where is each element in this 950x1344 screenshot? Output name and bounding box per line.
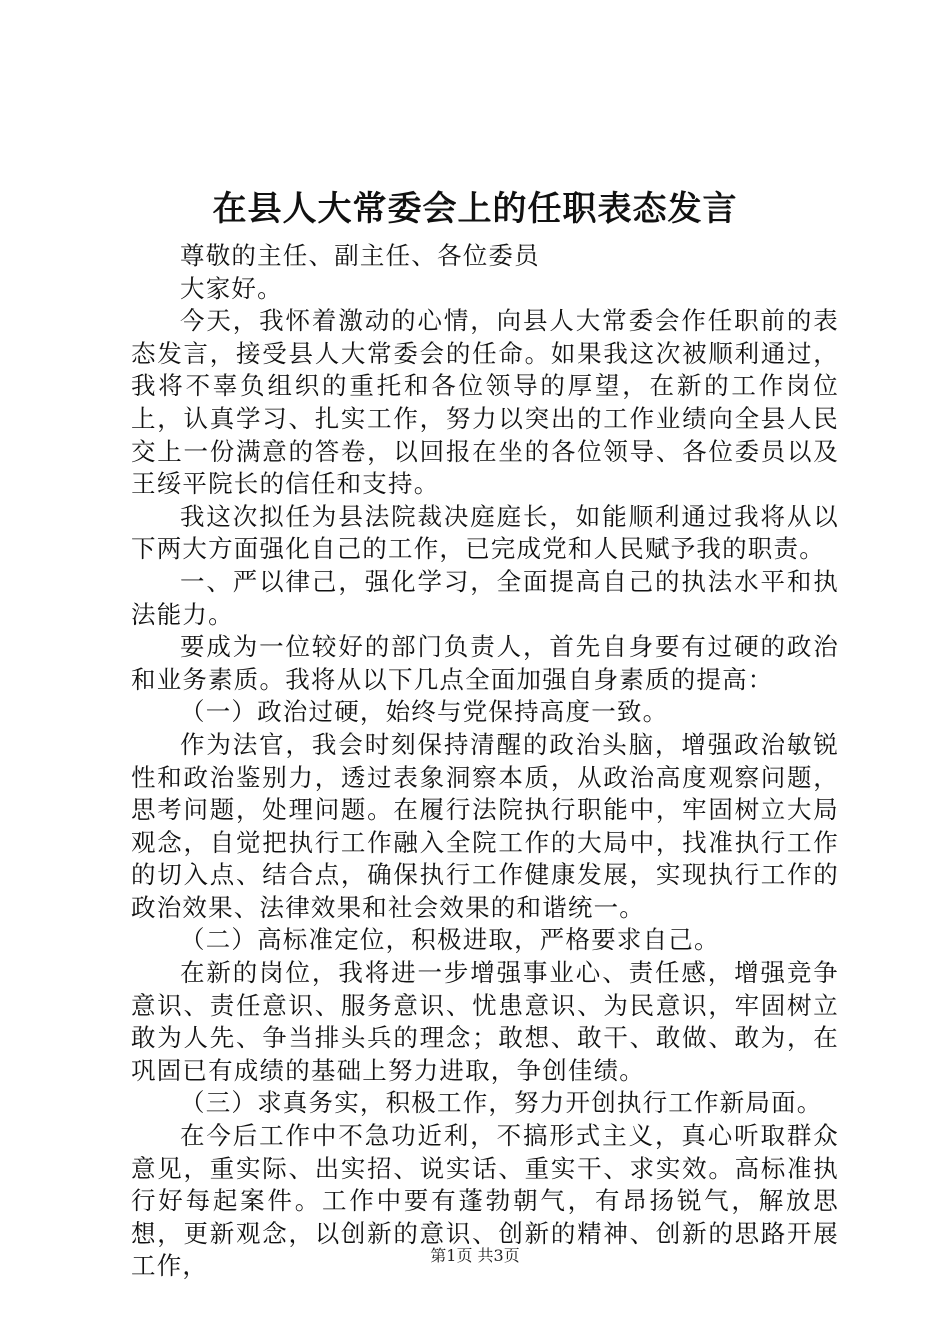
subsection-heading: （二）高标准定位，积极进取，严格要求自己。 bbox=[180, 925, 720, 955]
section-heading: 一、严以律己，强化学习，全面提高自己的执法水平和执法能力。 bbox=[131, 566, 839, 629]
body-paragraph: 今天，我怀着激动的心情，向县人大常委会作任职前的表态发言，接受县人大常委会的任命。如果我这次被顺利通过，我将不辜负组织的重托和各位领导的厚望，在新的工作岗位上，认真学习、扎实工作，努力以突出的工作业绩向全县人民交上一份满意的答卷，以回报在坐的各位领导、各位委员以及王绥平院长的信任和支持。 bbox=[131, 306, 839, 499]
body-paragraph: 作为法官，我会时刻保持清醒的政治头脑，增强政治敏锐性和政治鉴别力，透过表象洞察本质，从政治高度观察问题，思考问题，处理问题。在履行法院执行职能中，牢固树立大局观念，自觉把执行工作融入全院工作的大局中，找准执行工作的切入点、结合点，确保执行工作健康发展，实现执行工作的政治效果、法律效果和社会效果的和谐统一。 bbox=[131, 729, 839, 922]
body-paragraph: 要成为一位较好的部门负责人，首先自身要有过硬的政治和业务素质。我将从以下几点全面加强自身素质的提高： bbox=[131, 632, 839, 694]
greeting-paragraph: 大家好。 bbox=[180, 273, 283, 303]
document-body bbox=[131, 240, 839, 1283]
body-paragraph: 我这次拟任为县法院裁决庭庭长，如能顺利通过我将从以下两大方面强化自己的工作，已完成党和人民赋予我的职责。 bbox=[131, 501, 839, 564]
salutation-paragraph: 尊敬的主任、副主任、各位委员 bbox=[180, 241, 540, 270]
body-paragraph: 在新的岗位，我将进一步增强事业心、责任感，增强竞争意识、责任意识、服务意识、忧患意识、为民意识，牢固树立敢为人先、争当排头兵的理念；敢想、敢干、敢做、敢为，在巩固已有成绩的基础上努力进取，争创佳绩。 bbox=[131, 958, 839, 1085]
page-footer: 第1页 共3页 bbox=[430, 1246, 520, 1265]
body-paragraph: 在今后工作中不急功近利，不搞形式主义，真心听取群众意见，重实际、出实招、说实话、重实干、求实效。高标准执行好每起案件。工作中要有蓬勃朝气，有昂扬锐气，解放思想，更新观念，以创新的意识、创新的精神、创新的思路开展工作， bbox=[131, 1121, 839, 1281]
subsection-heading: （三）求真务实，积极工作，努力开创执行工作新局面。 bbox=[180, 1088, 823, 1118]
document-title: 在县人大常委会上的任职表态发言 bbox=[212, 189, 738, 229]
subsection-heading: （一）政治过硬，始终与党保持高度一致。 bbox=[180, 697, 669, 727]
